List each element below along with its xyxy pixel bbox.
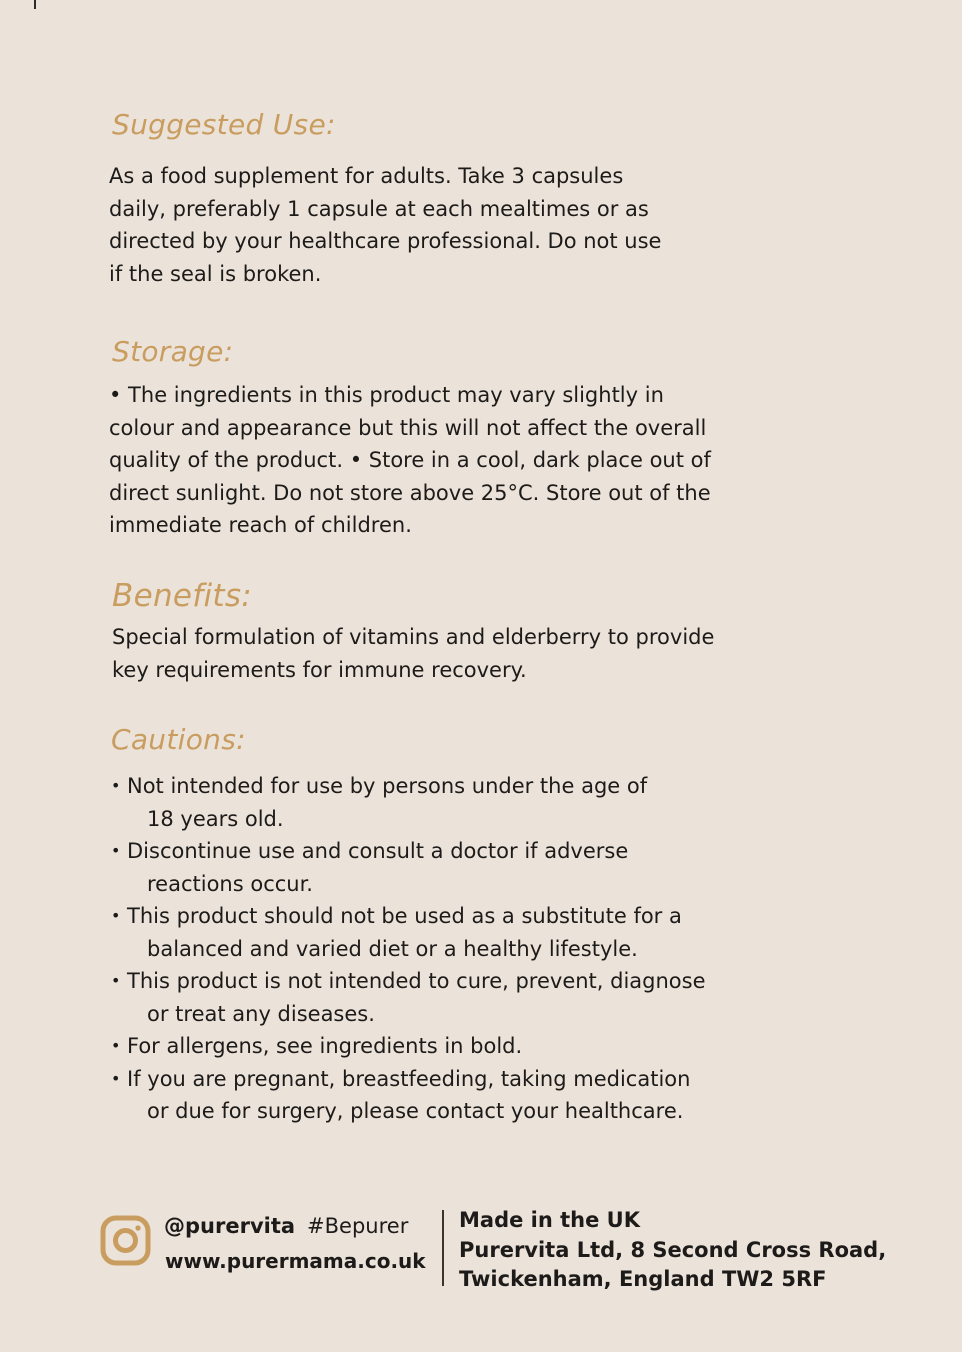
storage-heading: Storage: <box>112 335 234 368</box>
benefits-text <box>112 621 714 686</box>
instagram-handle-link[interactable]: @purervita <box>164 1214 296 1238</box>
paragraph-line: As a food supplement for adults. Take 3 capsules <box>109 164 624 188</box>
storage-text <box>109 379 711 542</box>
paragraph-line: daily, preferably 1 capsule at each mealtimes or as <box>109 196 649 221</box>
caution-item <box>111 770 706 835</box>
footer-divider <box>442 1210 444 1286</box>
caution-item <box>111 900 706 965</box>
caution-item-line: • If you are pregnant, breastfeeding, taking medication <box>127 1063 706 1096</box>
suggested-use-text <box>109 160 661 290</box>
page-edge-mark <box>34 0 36 9</box>
address-line: Twickenham, England TW2 5RF <box>459 1267 827 1291</box>
hashtag-text: #Bepurer <box>307 1214 409 1238</box>
website-link[interactable]: www.purermama.co.uk <box>165 1249 426 1273</box>
caution-item <box>111 965 706 1030</box>
caution-item-line: • Not intended for use by persons under the age of <box>127 770 706 803</box>
caution-item-line: balanced and varied diet or a healthy lifestyle. <box>147 936 638 961</box>
paragraph-line: if the seal is broken. <box>109 261 322 286</box>
paragraph-line: • The ingredients in this product may vary slightly in <box>109 383 664 407</box>
paragraph-line: immediate reach of children. <box>109 513 412 537</box>
caution-item-line: • This product is not intended to cure, prevent, diagnose <box>127 965 706 998</box>
caution-item-line: or due for surgery, please contact your healthcare. <box>147 1099 684 1123</box>
caution-item <box>111 1030 706 1063</box>
caution-item-line: • This product should not be used as a substitute for a <box>127 900 706 933</box>
caution-item-line: • Discontinue use and consult a doctor if adverse <box>127 835 706 868</box>
cautions-list <box>111 770 706 1128</box>
made-in-label: Made in the UK <box>459 1208 640 1232</box>
address-line: Purervita Ltd, 8 Second Cross Road, <box>459 1237 887 1262</box>
cautions-heading: Cautions: <box>111 723 246 756</box>
caution-item-line: reactions occur. <box>147 871 313 896</box>
manufacturer-info <box>459 1206 886 1295</box>
paragraph-line: direct sunlight. Do not store above 25°C. Store out of the <box>109 480 711 505</box>
suggested-use-heading: Suggested Use: <box>112 108 336 141</box>
social-handle-line <box>164 1214 408 1238</box>
caution-item-line: • For allergens, see ingredients in bold. <box>127 1030 706 1063</box>
paragraph-line: key requirements for immune recovery. <box>112 657 527 682</box>
caution-item <box>111 835 706 900</box>
caution-item-line: 18 years old. <box>147 806 284 831</box>
caution-item <box>111 1063 706 1128</box>
benefits-heading: Benefits: <box>112 578 253 614</box>
caution-item-line: or treat any diseases. <box>147 1001 375 1026</box>
paragraph-line: Special formulation of vitamins and elderberry to provide <box>112 625 715 649</box>
paragraph-line: quality of the product. • Store in a cool, dark place out of <box>109 448 711 472</box>
instagram-icon[interactable] <box>100 1215 151 1266</box>
paragraph-line: directed by your healthcare professional. Do not use <box>109 229 662 253</box>
paragraph-line: colour and appearance but this will not affect the overall <box>109 415 707 440</box>
